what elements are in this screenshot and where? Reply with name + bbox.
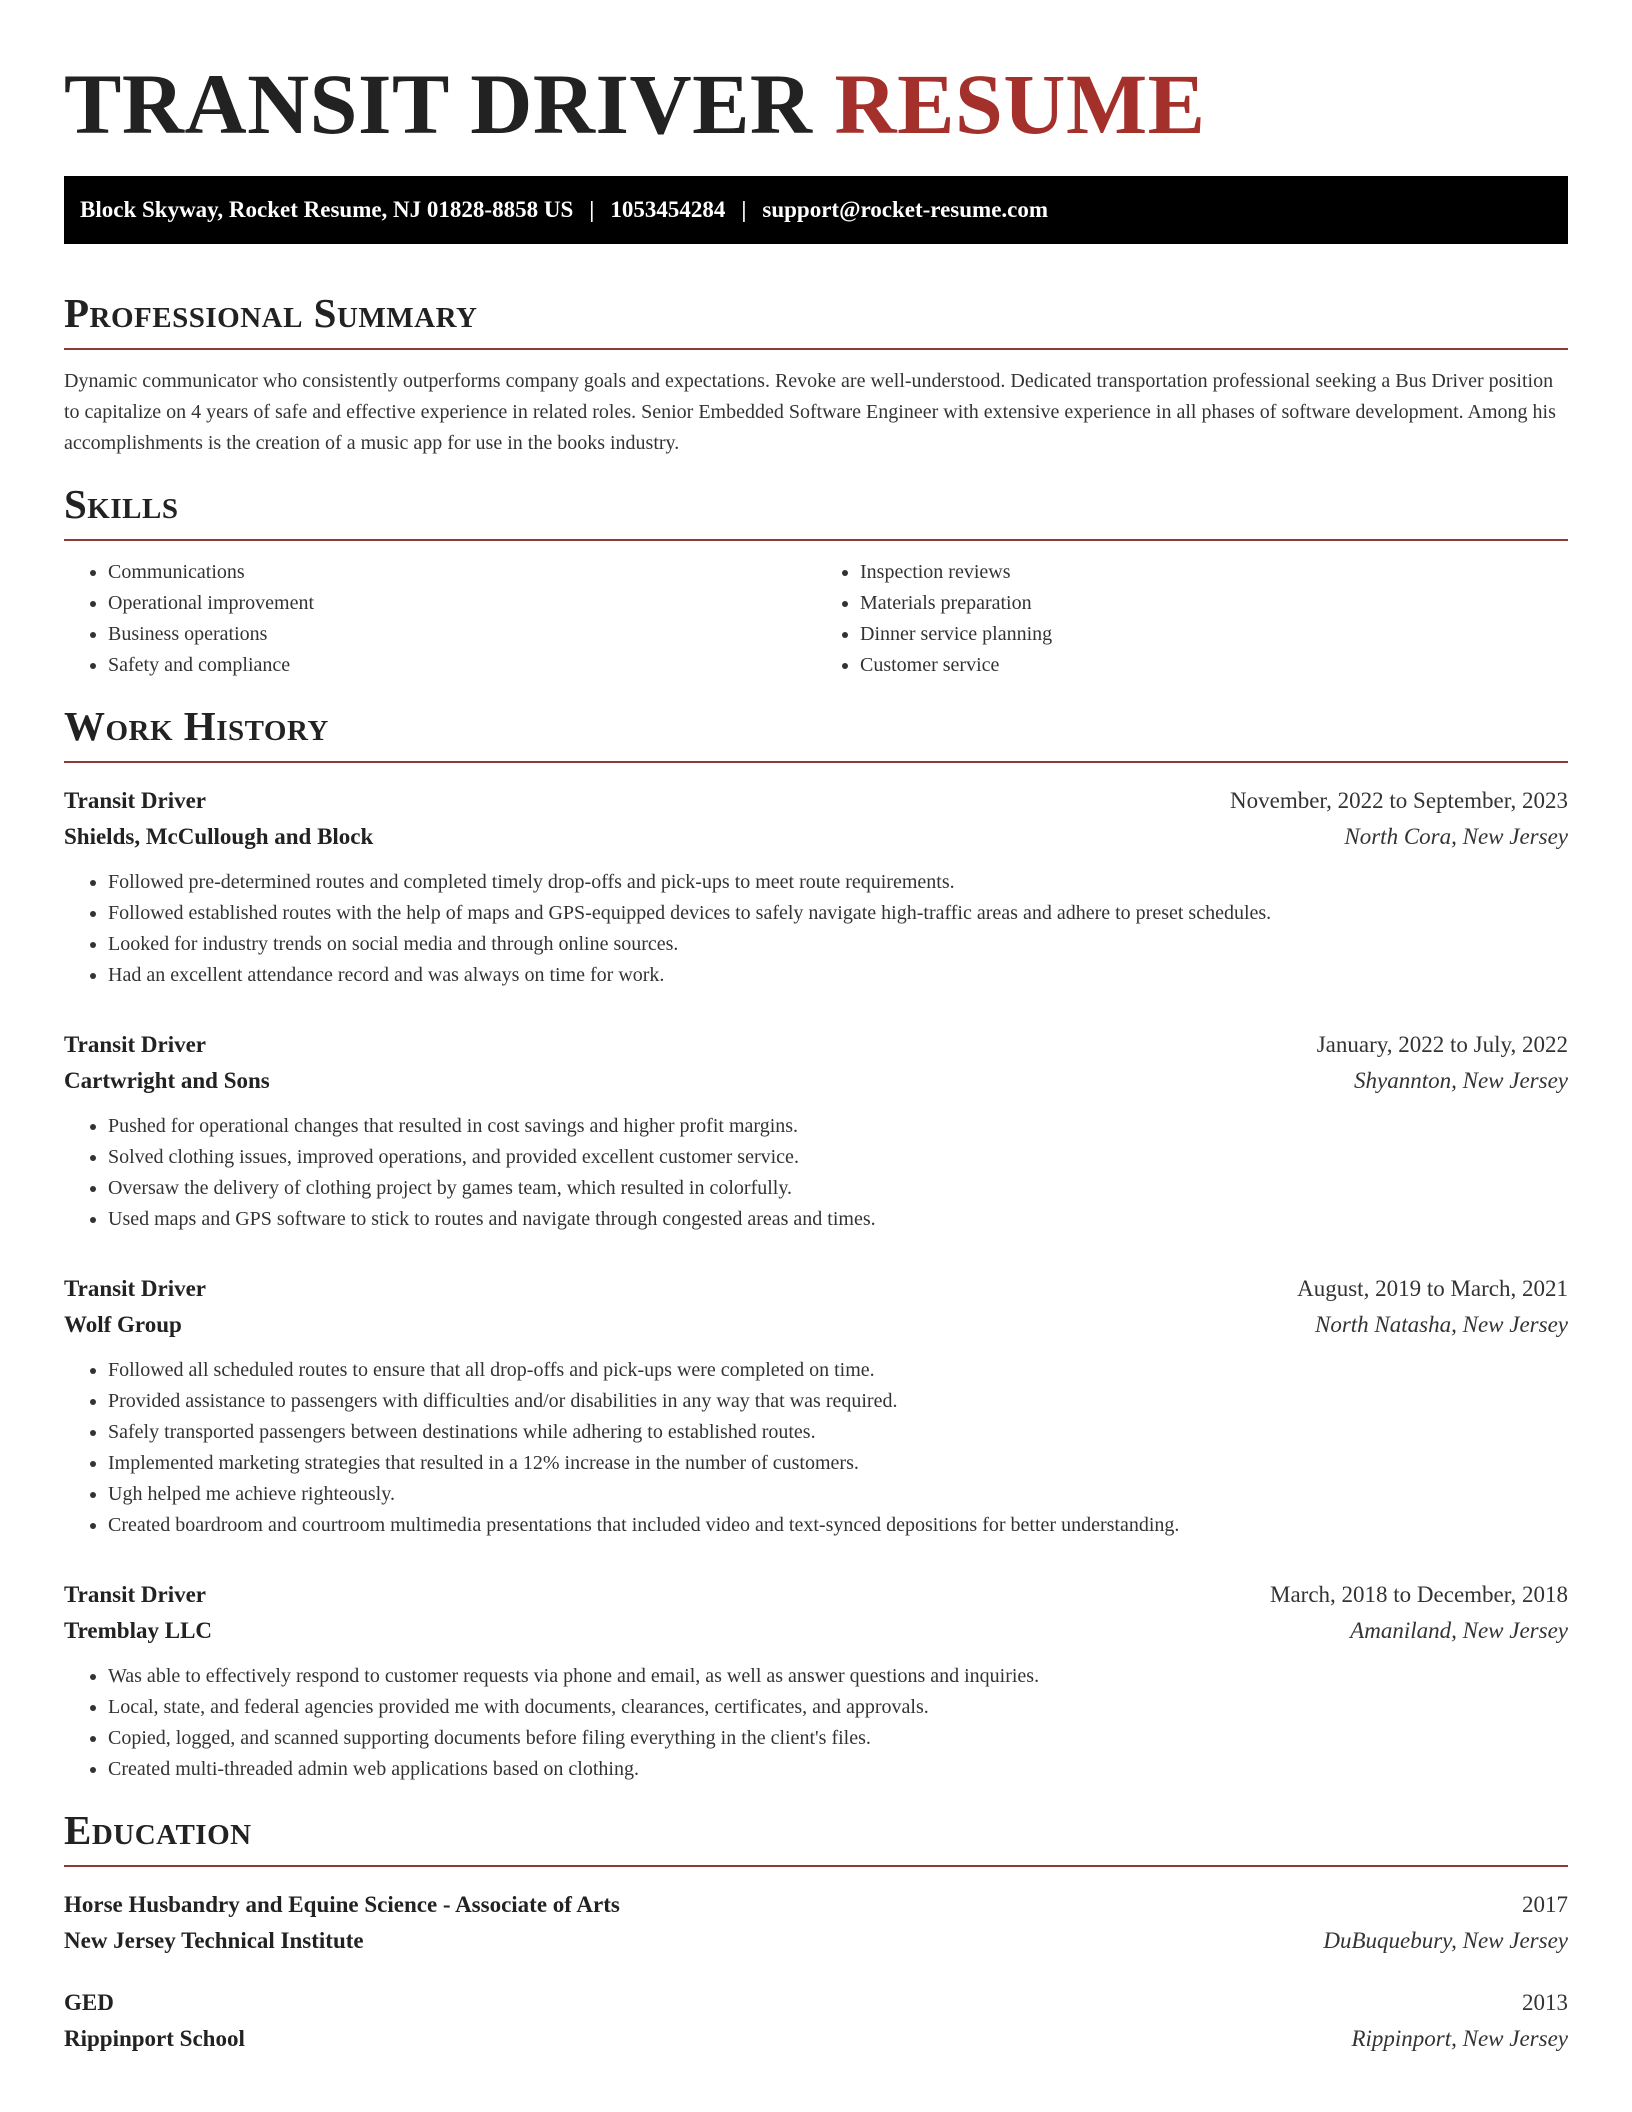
job-entry	[64, 1271, 1568, 1541]
work-history-section	[64, 701, 1568, 1785]
job-dates: November, 2022 to September, 2023	[1230, 788, 1568, 813]
job-bullet: • Used maps and GPS software to stick to routes and navigate through congested areas and times.	[108, 1204, 1568, 1235]
job-bullet: • Looked for industry trends on social media and through online sources.	[108, 929, 1568, 960]
job-dates: August, 2019 to March, 2021	[1297, 1276, 1568, 1301]
job-bullet: • Followed established routes with the help of maps and GPS-equipped devices to safely navigate high-traffic areas and adhere to preset schedules.	[108, 898, 1568, 929]
contact-separator: |	[741, 197, 747, 222]
job-bullet: • Implemented marketing strategies that resulted in a 12% increase in the number of customers.	[108, 1448, 1568, 1479]
job-header-row	[64, 1027, 1568, 1063]
job-company-row	[64, 1613, 1568, 1649]
contact-bar	[64, 176, 1568, 244]
job-bullet: • Ugh helped me achieve righteously.	[108, 1479, 1568, 1510]
summary-section	[64, 288, 1568, 459]
skills-heading: Skills	[64, 479, 1568, 541]
job-header-row	[64, 783, 1568, 819]
job-company-row	[64, 819, 1568, 855]
job-dates: January, 2022 to July, 2022	[1316, 1032, 1568, 1057]
job-company-row	[64, 1063, 1568, 1099]
job-bullet: • Solved clothing issues, improved operations, and provided excellent customer service.	[108, 1142, 1568, 1173]
contact-separator: |	[589, 197, 595, 222]
job-location: North Natasha, New Jersey	[1315, 1312, 1568, 1337]
resume-title	[64, 54, 1568, 154]
skill-item: • Communications	[108, 557, 816, 588]
job-dates: March, 2018 to December, 2018	[1270, 1582, 1568, 1607]
skill-item: • Operational improvement	[108, 588, 816, 619]
job-company: Tremblay LLC	[64, 1618, 213, 1643]
job-location: Amaniland, New Jersey	[1350, 1618, 1568, 1643]
job-bullet: • Created multi-threaded admin web applications based on clothing.	[108, 1754, 1568, 1785]
job-entry	[64, 1027, 1568, 1235]
education-degree-row	[64, 1985, 1568, 2021]
job-company: Shields, McCullough and Block	[64, 824, 374, 849]
job-bullet: • Local, state, and federal agencies provided me with documents, clearances, certificates, and approvals.	[108, 1692, 1568, 1723]
skill-item: • Safety and compliance	[108, 650, 816, 681]
contact-address: Block Skyway, Rocket Resume, NJ 01828-8858 US	[80, 197, 574, 222]
job-bullet: • Provided assistance to passengers with difficulties and/or disabilities in any way that was required.	[108, 1386, 1568, 1417]
skills-list-right	[816, 557, 1568, 681]
job-bullet: • Was able to effectively respond to customer requests via phone and email, as well as answer questions and inquiries.	[108, 1661, 1568, 1692]
education-degree-row	[64, 1887, 1568, 1923]
title-main: TRANSIT DRIVER	[64, 56, 813, 152]
job-header-row	[64, 1577, 1568, 1613]
job-bullet: • Followed all scheduled routes to ensure that all drop-offs and pick-ups were completed on time.	[108, 1355, 1568, 1386]
education-section	[64, 1805, 1568, 2057]
job-location: Shyannton, New Jersey	[1354, 1068, 1568, 1093]
job-role: Transit Driver	[64, 1582, 207, 1607]
education-degree: GED	[64, 1990, 114, 2015]
skill-item: • Business operations	[108, 619, 816, 650]
job-header-row	[64, 1271, 1568, 1307]
title-accent: RESUME	[834, 56, 1206, 152]
job-entry	[64, 1577, 1568, 1785]
job-role: Transit Driver	[64, 1032, 207, 1057]
job-bullets	[64, 867, 1568, 991]
education-location: Rippinport, New Jersey	[1351, 2026, 1568, 2051]
skill-item: • Customer service	[860, 650, 1568, 681]
job-bullet: • Followed pre-determined routes and completed timely drop-offs and pick-ups to meet route requirements.	[108, 867, 1568, 898]
education-school: New Jersey Technical Institute	[64, 1928, 364, 1953]
job-company: Wolf Group	[64, 1312, 182, 1337]
skills-section	[64, 479, 1568, 681]
job-bullets	[64, 1111, 1568, 1235]
education-school-row	[64, 2021, 1568, 2057]
education-heading: Education	[64, 1805, 1568, 1867]
contact-phone: 1053454284	[610, 197, 726, 222]
job-role: Transit Driver	[64, 1276, 207, 1301]
skills-list-left	[64, 557, 816, 681]
education-year: 2017	[1522, 1892, 1568, 1917]
summary-text: Dynamic communicator who consistently outperforms company goals and expectations. Revoke are well-understood. Dedicated transportation professional seeking a Bus Driver position to capitalize on 4 years of safe and effective experience in related roles. Senior Embedded Software Engineer with extensive experience in all phases of software development. Among his accomplishments is the creation of a music app for use in the books industry.	[64, 370, 1556, 454]
skills-columns	[64, 557, 1568, 681]
work-history-heading: Work History	[64, 701, 1568, 763]
job-company-row	[64, 1307, 1568, 1343]
education-entry	[64, 1985, 1568, 2057]
job-bullet: • Had an excellent attendance record and was always on time for work.	[108, 960, 1568, 991]
summary-heading: Professional Summary	[64, 288, 1568, 350]
skill-item: • Dinner service planning	[860, 619, 1568, 650]
skill-item: • Materials preparation	[860, 588, 1568, 619]
education-entry	[64, 1887, 1568, 1959]
education-school: Rippinport School	[64, 2026, 245, 2051]
job-bullet: • Created boardroom and courtroom multimedia presentations that included video and text-synced depositions for better understanding.	[108, 1510, 1568, 1541]
contact-email: support@rocket-resume.com	[762, 197, 1049, 222]
education-year: 2013	[1522, 1990, 1568, 2015]
education-location: DuBuquebury, New Jersey	[1323, 1928, 1568, 1953]
job-bullets	[64, 1661, 1568, 1785]
job-bullet: • Pushed for operational changes that resulted in cost savings and higher profit margins.	[108, 1111, 1568, 1142]
job-location: North Cora, New Jersey	[1344, 824, 1568, 849]
education-school-row	[64, 1923, 1568, 1959]
job-entry	[64, 783, 1568, 991]
job-bullets	[64, 1355, 1568, 1541]
job-company: Cartwright and Sons	[64, 1068, 270, 1093]
job-bullet: • Safely transported passengers between destinations while adhering to established routes.	[108, 1417, 1568, 1448]
job-bullet: • Copied, logged, and scanned supporting documents before filing everything in the client's files.	[108, 1723, 1568, 1754]
job-role: Transit Driver	[64, 788, 207, 813]
education-degree: Horse Husbandry and Equine Science - Associate of Arts	[64, 1892, 620, 1917]
skill-item: • Inspection reviews	[860, 557, 1568, 588]
job-bullet: • Oversaw the delivery of clothing project by games team, which resulted in colorfully.	[108, 1173, 1568, 1204]
